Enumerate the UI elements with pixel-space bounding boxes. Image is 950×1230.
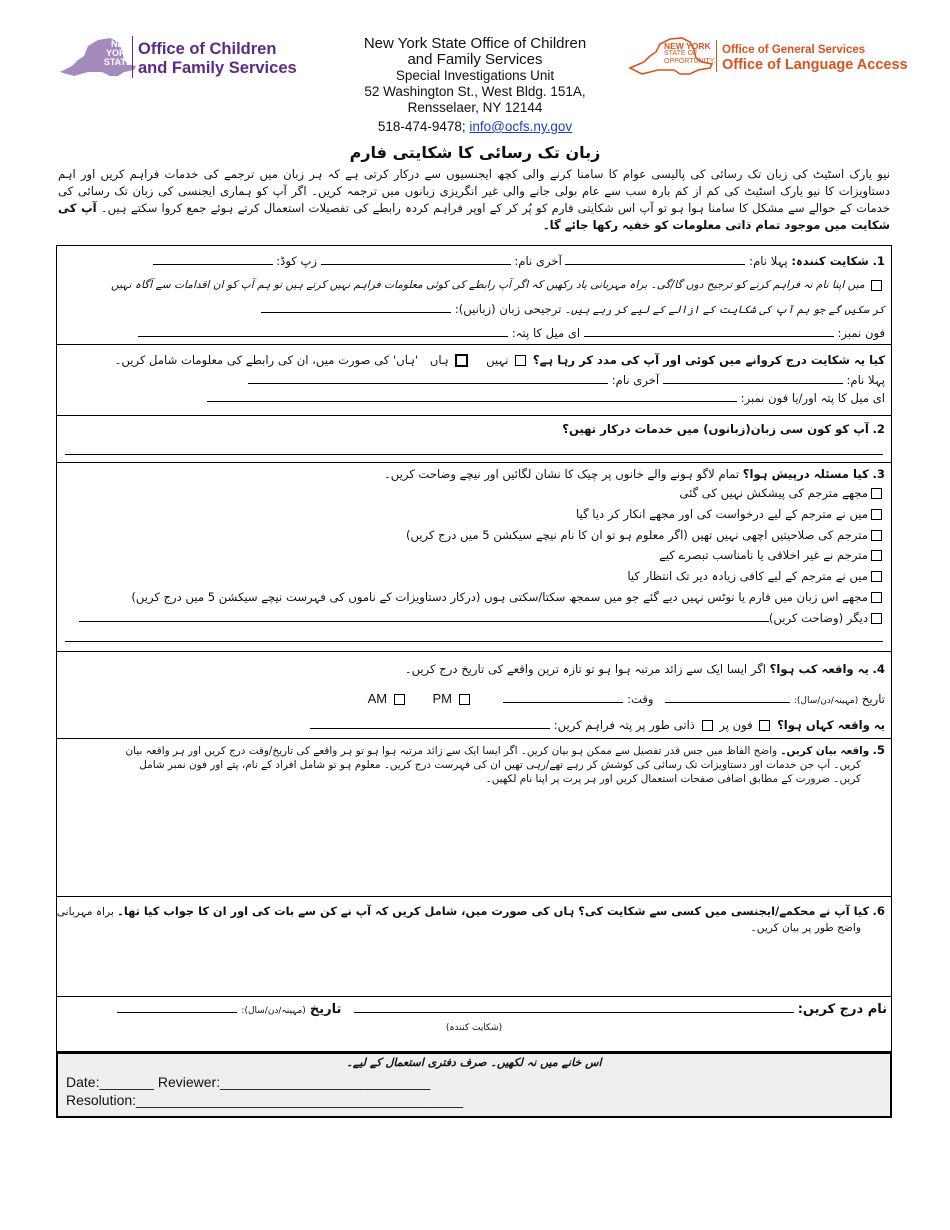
incident-time-field[interactable] bbox=[503, 691, 623, 703]
languages-field[interactable] bbox=[65, 454, 883, 455]
section-5-describe bbox=[56, 738, 892, 897]
agency-name-line2: and Family Services bbox=[407, 51, 543, 68]
in-person-checkbox[interactable] bbox=[702, 720, 713, 731]
s6-line1-tail: براہ مہربانی bbox=[56, 906, 114, 918]
ogs-name: Office of General Services Office of Language Access bbox=[722, 44, 908, 73]
s2-number: 2. bbox=[872, 422, 885, 436]
date-format: (مہینہ/دن/سال): bbox=[793, 696, 859, 706]
issue-option[interactable]: میں نے مترجم کے لیے درخواست کی اور مجھے انکار کر دیا گیا bbox=[79, 504, 885, 525]
pm-label: PM bbox=[432, 691, 452, 706]
issue-option[interactable]: مجھے مترجم کی پیشکش نہیں کی گئی bbox=[79, 483, 885, 504]
helper-yes-checkbox[interactable] bbox=[455, 354, 468, 367]
phone-option: فون پر bbox=[719, 718, 753, 732]
phone-number: 518-474-9478; bbox=[377, 119, 466, 134]
ocfs-name: Office of Children and Family Services bbox=[138, 40, 297, 77]
email-label: ای میل کا پتہ: bbox=[511, 326, 581, 340]
s3-question: کیا مسئلہ درپیش ہوا؟ bbox=[742, 467, 869, 481]
s1-label: شکایت کنندہ: bbox=[791, 254, 869, 268]
form-title: زبان تک رسائی کا شکایتی فارم bbox=[349, 143, 601, 162]
issue-option[interactable]: میں نے مترجم کے لیے کافی زیادہ دیر تک انتظار کیا bbox=[79, 566, 885, 587]
sign-date-format: (مہینہ/دن/سال): bbox=[241, 1006, 306, 1016]
in-person-option: ذاتی طور پر bbox=[635, 718, 695, 732]
zip-code-field[interactable] bbox=[153, 253, 273, 265]
ogs-state-line1: NEW YORK bbox=[664, 41, 711, 51]
ocfs-state-line3: STATE bbox=[103, 57, 132, 67]
issue-explanation-field[interactable] bbox=[65, 641, 883, 642]
ogs-logo bbox=[628, 36, 718, 76]
am-checkbox[interactable] bbox=[459, 694, 470, 705]
s6-number: 6. bbox=[872, 904, 885, 918]
section-3-issue bbox=[56, 462, 892, 652]
issue-option[interactable]: مجھے اس زبان میں فارم یا نوٹس نہیں دیے گئے جو میں سمجھ سکتا/سکتی ہوں (درکار دستاویزات کے ناموں کی فہرست نیچے سیکشن 5 میں درج کریں) bbox=[79, 587, 885, 608]
issue-option[interactable]: مترجم کی صلاحیتیں اچھی نہیں تھیں (اگر معلوم ہو تو ان کا نام نیچے سیکشن 5 میں درج کریں) bbox=[79, 525, 885, 546]
preferred-language-field[interactable] bbox=[261, 301, 451, 313]
s1-number: 1. bbox=[872, 254, 885, 268]
section-1-helper bbox=[56, 344, 892, 416]
city-address: Rensselaer, NY 12144 bbox=[407, 100, 543, 115]
section-4-when bbox=[56, 651, 892, 739]
s3-instruction: تمام لاگو ہونے والے خانوں پر چیک کا نشان لگائیں اور نیچے وضاحت کریں۔ bbox=[383, 467, 740, 481]
s1-last-label: آخری نام: bbox=[514, 254, 562, 268]
phone-checkbox[interactable] bbox=[759, 720, 770, 731]
pm-checkbox[interactable] bbox=[394, 694, 405, 705]
preferred-language-label: ترجیحی زبان (زبانیں): bbox=[454, 302, 562, 316]
date-label: تاریخ bbox=[861, 692, 885, 706]
s6-line2: واضح طور پر بیان کریں۔ bbox=[750, 922, 861, 934]
address-label: پتہ فراہم کریں: bbox=[553, 718, 633, 732]
prior-complaint-field[interactable] bbox=[65, 941, 883, 990]
email-link[interactable]: info@ocfs.ny.gov bbox=[469, 119, 573, 134]
helper-last-field[interactable] bbox=[248, 372, 608, 384]
complainant-caption: (شکایت کنندہ) bbox=[445, 1023, 503, 1033]
s5-label: واقعہ بیان کریں۔ bbox=[780, 745, 870, 757]
helper-yes-note: 'ہاں' کی صورت میں، ان کی رابطے کی معلومات شامل کریں۔ bbox=[114, 353, 419, 367]
incident-date-field[interactable] bbox=[665, 691, 790, 703]
intro-text: نیو یارک اسٹیٹ کی زبان تک رسائی کی پالیسی عوام کا سامنا کرنے والی کچھ ایجنسیوں سے درکار کرتی ہے کہ ہر زبان میں ترجمے کی خدمات فراہم کریں اور اہم دستاویزات کا نیو یارک اسٹیٹ کی کم از کم بارہ سب سے عام بولی جانے والی غیر انگریزی زبانوں میں ترجمہ کریں۔ اگر آپ کو ہماری ایجنسی کی زبان تک رسائی کی خدمات کے حوالے سے مشکل کا سامنا ہوا ہو تو آپ اس شکایتی فارم کو پُر کر کے اوپر فراہم کردہ رابطے کی تفصیلات استعمال کرتے ہوئے جمع کروا سکتے ہیں۔ bbox=[58, 167, 891, 215]
s5-number: 5. bbox=[872, 743, 885, 757]
s5-line3: کریں۔ ضرورت کے مطابق اضافی صفحات استعمال کریں اور ہر پرت پر اپنا نام لکھیں۔ bbox=[485, 773, 861, 785]
ogs-state-line2: STATE OF bbox=[664, 50, 698, 57]
agency-name-line1: New York State Office of Children bbox=[363, 35, 587, 52]
phone-field[interactable] bbox=[584, 325, 834, 337]
office-resolution-line: Resolution:__________________________________________ bbox=[66, 1092, 464, 1108]
signature-section bbox=[56, 996, 892, 1052]
anonymous-text-cont: کر سکیں گے جو ہم آپ کی شکایت کے ازالے کے لیے کر رہے ہیں۔ bbox=[564, 304, 885, 316]
intro-confidential-note: آپ کی شکایت میں موجود تمام ذاتی معلومات کو خفیہ رکھا جائے گا۔ bbox=[58, 201, 890, 232]
issue-option[interactable]: مترجم نے غیر اخلاقی یا نامناسب تبصرے کیے bbox=[79, 545, 885, 566]
ocfs-logo-divider bbox=[132, 36, 133, 78]
office-use-note: اس خانے میں نہ لکھیں۔ صرف دفتری استعمال کے لیے۔ bbox=[346, 1056, 602, 1069]
section-2-languages bbox=[56, 415, 892, 463]
first-name-field[interactable] bbox=[565, 253, 745, 265]
complainant-name-field[interactable] bbox=[354, 1001, 794, 1013]
s5-line2: کریں۔ آپ جن خدمات اور دستاویزات تک رسائی کی کوشش کر رہے تھے/رہی تھیں ان کی فہرست درج کریں۔ معلوم ہو تو شامل افراد کے نام، پتے اور فون نمبر شامل bbox=[139, 759, 861, 771]
ocfs-state-line1: NEW bbox=[111, 39, 132, 49]
s2-question: آپ کو کون سی زبان(زبانوں) میں خدمات درکار تھیں؟ bbox=[562, 422, 869, 436]
am-label: AM bbox=[367, 691, 388, 706]
agency-address-block bbox=[310, 36, 640, 135]
issue-option-other[interactable]: دیگر (وضاحت کریں) bbox=[79, 608, 885, 629]
helper-last-label: آخری نام: bbox=[611, 373, 660, 387]
name-label: نام درج کریں: bbox=[797, 1002, 887, 1017]
last-name-field[interactable] bbox=[321, 253, 511, 265]
s3-number: 3. bbox=[872, 467, 885, 481]
ocfs-logo bbox=[58, 36, 138, 80]
helper-first-field[interactable] bbox=[663, 372, 843, 384]
section-6-prior-complaint bbox=[56, 896, 892, 997]
unit-name: Special Investigations Unit bbox=[395, 68, 555, 83]
email-field[interactable] bbox=[138, 325, 508, 337]
sign-date-field[interactable] bbox=[117, 1001, 237, 1013]
helper-first-label: پہلا نام: bbox=[846, 373, 885, 387]
intro-paragraph bbox=[58, 166, 890, 234]
s1-first-label: پہلا نام: bbox=[749, 254, 788, 268]
s4-question: یہ واقعہ کب ہوا؟ bbox=[769, 662, 869, 676]
ocfs-state-line2: YORK bbox=[105, 48, 132, 58]
anonymous-text: میں اپنا نام نہ فراہم کرنے کو ترجیح دوں گا/گی۔ براہ مہربانی یاد رکھیں کہ اگر آپ رابطے کی کوئی معلومات فراہم نہیں کرتے ہیں تو ہم آپ کو ان اقدامات سے آگاہ نہیں bbox=[111, 279, 865, 291]
ogs-state-line3: OPPORTUNITY. bbox=[664, 58, 716, 65]
sign-date-label: تاریخ bbox=[309, 1002, 342, 1017]
ogs-logo-divider bbox=[716, 40, 717, 72]
s4-number: 4. bbox=[872, 662, 885, 676]
s1-zip-label: زپ کوڈ: bbox=[276, 254, 318, 268]
time-label: وقت: bbox=[627, 692, 654, 706]
incident-address-field[interactable] bbox=[310, 717, 550, 729]
s6-question: کیا آپ نے محکمے/ایجنسی میں کسی سے شکایت کی؟ ہاں کی صورت میں، شامل کریں کہ آپ نے کن سے بات کی اور ان کا جواب کیا تھا۔ bbox=[117, 904, 870, 918]
anonymous-checkbox[interactable] bbox=[871, 280, 882, 291]
helper-no-label: نہیں bbox=[486, 353, 509, 367]
office-date-reviewer-line: Date:_______ Reviewer:___________________________ bbox=[66, 1074, 431, 1090]
section-1-complainant bbox=[56, 245, 892, 345]
helper-contact-label: ای میل کا پتہ اور/یا فون نمبر: bbox=[740, 391, 885, 405]
s4-instruction: اگر ایسا ایک سے زائد مرتبہ ہوا ہو تو تازہ ترین واقعے کی تاریخ درج کریں۔ bbox=[404, 662, 766, 676]
where-question: یہ واقعہ کہاں ہوا؟ bbox=[777, 718, 885, 732]
office-use-box bbox=[56, 1052, 892, 1118]
helper-contact-field[interactable] bbox=[207, 390, 737, 402]
helper-no-checkbox[interactable] bbox=[515, 355, 526, 366]
phone-label: فون نمبر: bbox=[837, 326, 885, 340]
helper-yes-label: ہاں bbox=[429, 353, 449, 367]
street-address: 52 Washington St., West Bldg. 151A, bbox=[364, 84, 586, 99]
incident-description-field[interactable] bbox=[65, 801, 883, 890]
helper-question: کیا یہ شکایت درج کروانے میں کوئی اور آپ کی مدد کر رہا ہے؟ bbox=[532, 353, 885, 367]
s5-line1: واضح الفاظ میں جس قدر تفصیل سے ممکن ہو بیان کریں۔ اگر ایسا ایک سے زائد مرتبہ ہوا ہو تو ہر واقعے کی تاریخ/وقت درج کریں اور ہر واقعہ بیان bbox=[125, 745, 778, 757]
